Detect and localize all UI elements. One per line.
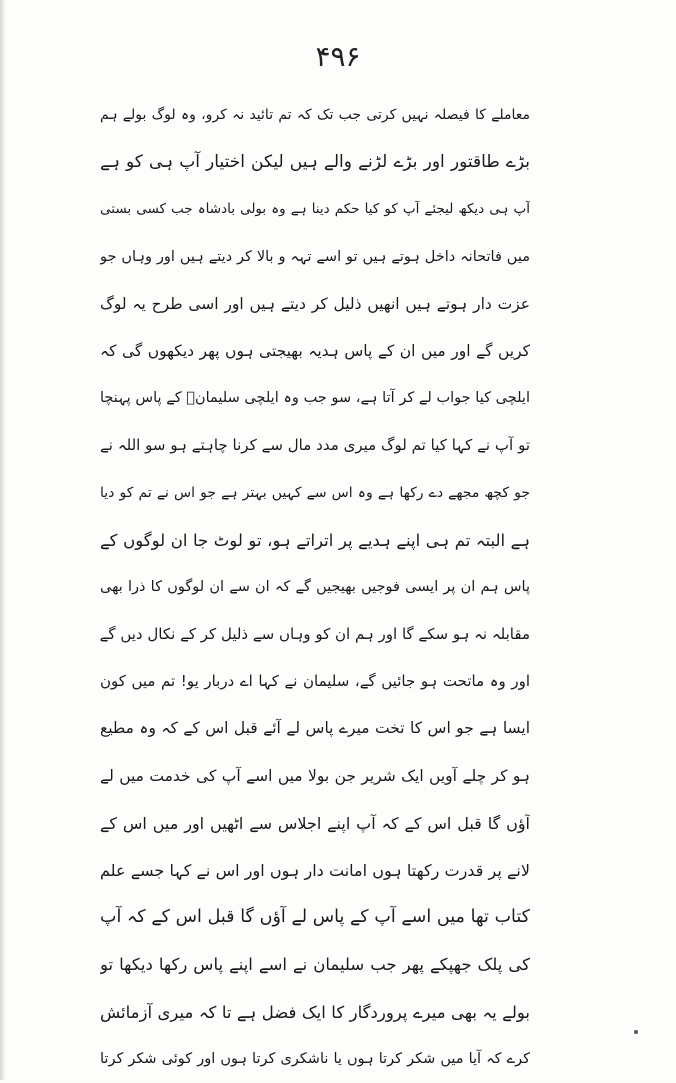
text-line: تو آپ نے کہا کیا تم لوگ میری مدد مال سے کرنا چاہتے ہو سو اللہ نے — [100, 436, 530, 455]
text-line: عزت دار ہوتے ہیں انھیں ذلیل کر دیتے ہیں اور اسی طرح یہ لوگ — [100, 294, 530, 313]
text-line: کی پلک جھپکے پھر جب سلیمان نے اسے اپنے پاس رکھا دیکھا تو — [100, 955, 530, 975]
page-edge-shadow — [0, 0, 6, 1080]
text-line: آؤں گا قبل اس کے کہ آپ اپنے اجلاس سے اٹھیں اور میں اس کے — [100, 813, 530, 833]
text-line: میں فاتحانہ داخل ہوتے ہیں تو اسے تہہ و بالا کر دیتے ہیں اور وہاں جو — [100, 248, 530, 265]
page-number: ۴۹۶ — [315, 40, 361, 73]
text-line: لانے پر قدرت رکھتا ہوں امانت دار ہوں اور اس نے کہا جسے علم — [100, 861, 530, 880]
text-line: پاس ہم ان پر ایسی فوجیں بھیجیں گے کہ ان سے ان لوگوں کا ذرا بھی — [100, 578, 530, 595]
paper-speck — [634, 1030, 638, 1034]
text-line: کتاب تھا میں اسے آپ کے پاس لے آؤں گا قبل اس کے کہ آپ — [100, 907, 530, 928]
urdu-body-text — [100, 92, 530, 1083]
text-line: ہے البتہ تم ہی اپنے ہدیے پر اتراتے ہو، تو لوٹ جا ان لوگوں کے — [100, 530, 530, 550]
text-line: بڑے طاقتور اور بڑے لڑنے والے ہیں لیکن اختیار آپ ہی کو ہے — [100, 152, 530, 173]
text-line: کرے کہ آیا میں شکر کرتا ہوں یا ناشکری کرتا ہوں اور کوئی شکر کرتا — [100, 1050, 530, 1067]
text-line: آپ ہی دیکھ لیجئے آپ کو کیا حکم دینا ہے وہ بولی بادشاہ جب کسی بستی — [100, 201, 530, 218]
text-line: جو کچھ مجھے دے رکھا ہے وہ اس سے کہیں بہتر ہے جو اس نے تم کو دیا — [100, 484, 530, 501]
text-line: معاملے کا فیصلہ نہیں کرتی جب تک کہ تم تائید نہ کرو، وہ لوگ بولے ہم — [100, 107, 530, 123]
text-line: ہو کر چلے آویں ایک شریر جن بولا میں اسے آپ کی خدمت میں لے — [100, 766, 530, 785]
text-line: بولے یہ بھی میرے پروردگار کا ایک فضل ہے تا کہ میری آزمائش — [100, 1002, 530, 1022]
text-line: مقابلہ نہ ہو سکے گا اور ہم ان کو وہاں سے ذلیل کر کے نکال دیں گے — [100, 625, 530, 644]
text-line: کریں گے اور میں ان کے پاس ہدیہ بھیجتی ہوں پھر دیکھوں گی کہ — [100, 341, 530, 360]
text-line: اور وہ ماتحت ہو جائیں گے، سلیمان نے کہا اے دربار یو! تم میں کون — [100, 672, 530, 691]
text-line: ایسا ہے جو اس کا تخت میرے پاس لے آئے قبل اس کے کہ وہ مطیع — [100, 719, 530, 738]
text-line: ایلچی کیا جواب لے کر آتا ہے، سو جب وہ ایلچی سلیمانؑ کے پاس پہنچا — [100, 390, 530, 407]
